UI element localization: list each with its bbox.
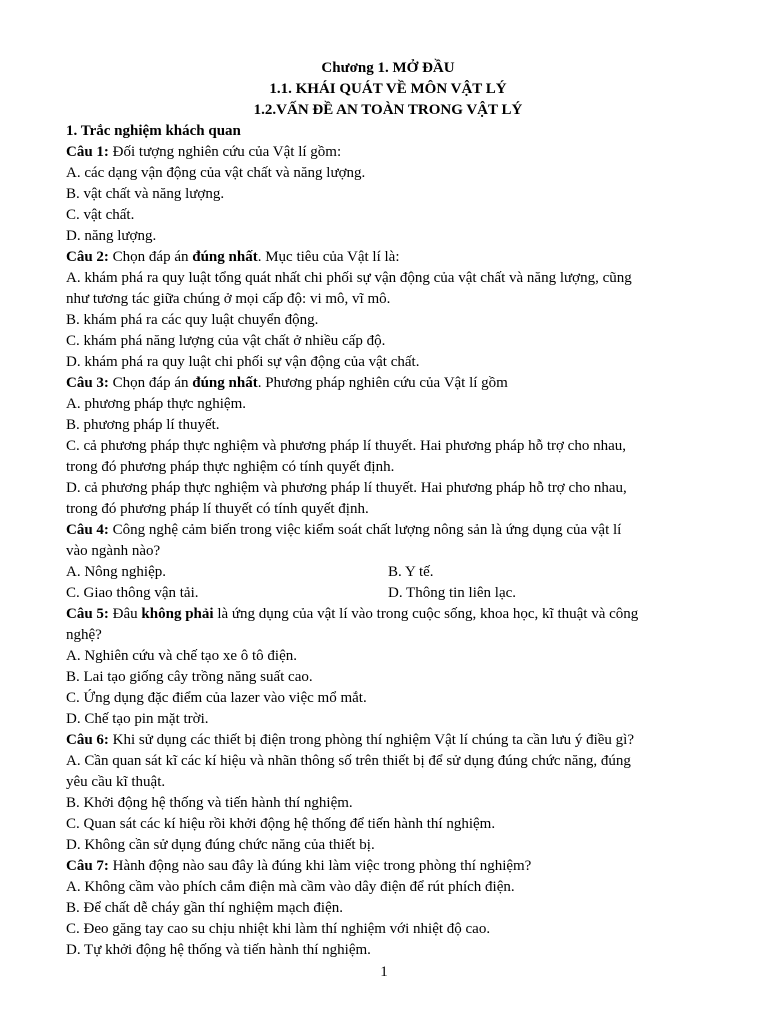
question-text-post: . Phương pháp nghiên cứu của Vật lí gồm — [257, 375, 508, 391]
q6-option-c: C. Quan sát các kí hiệu rồi khởi động hệ thống để tiến hành thí nghiệm. — [66, 816, 496, 832]
q2-option-a-line2: như tương tác giữa chúng ở mọi cấp độ: vi mô, vĩ mô. — [66, 291, 391, 307]
q4-option-a: A. Nông nghiệp. — [66, 564, 166, 580]
q7-option-b: B. Để chất dễ cháy gần thí nghiệm mạch điện. — [66, 900, 343, 916]
q1-option-c: C. vật chất. — [66, 207, 135, 223]
q6-option-b: B. Khởi động hệ thống và tiến hành thí nghiệm. — [66, 795, 353, 811]
question-label: Câu 5: — [66, 606, 109, 622]
q6-option-a-line1: A. Cần quan sát kĩ các kí hiệu và nhãn thông số trên thiết bị để sử dụng đúng chức năng, đúng — [66, 753, 631, 769]
q3-option-b: B. phương pháp lí thuyết. — [66, 417, 220, 433]
q5-option-b: B. Lai tạo giống cây trồng năng suất cao. — [66, 669, 313, 685]
question-5 — [66, 604, 710, 625]
question-2 — [66, 247, 710, 268]
q4-option-c: C. Giao thông vận tải. — [66, 585, 199, 601]
question-label: Câu 2: — [66, 249, 109, 265]
subtitle-2: 1.2.VẤN ĐỀ AN TOÀN TRONG VẬT LÝ — [253, 102, 523, 118]
q5-option-a: A. Nghiên cứu và chế tạo xe ô tô điện. — [66, 648, 297, 664]
subtitle-1: 1.1. KHÁI QUÁT VỀ MÔN VẬT LÝ — [269, 81, 507, 97]
question-text-post: . Mục tiêu của Vật lí là: — [257, 249, 400, 265]
q3-option-c-line1: C. cả phương pháp thực nghiệm và phương pháp lí thuyết. Hai phương pháp hỗ trợ cho nhau, — [66, 438, 626, 454]
question-6 — [66, 730, 710, 751]
q2-option-a-line1: A. khám phá ra quy luật tổng quát nhất chi phối sự vận động của vật chất và năng lượng, cũng — [66, 270, 632, 286]
q5-option-d: D. Chế tạo pin mặt trời. — [66, 711, 209, 727]
q3-option-c-line2: trong đó phương pháp thực nghiệm có tính quyết định. — [66, 459, 395, 475]
question-text: Khi sử dụng các thiết bị điện trong phòng thí nghiệm Vật lí chúng ta cần lưu ý điều gì? — [108, 732, 634, 748]
question-4 — [66, 520, 710, 541]
question-text-pre: Chọn đáp án — [108, 249, 193, 265]
q7-option-c: C. Đeo găng tay cao su chịu nhiệt khi làm thí nghiệm với nhiệt độ cao. — [66, 921, 491, 937]
section-title: 1. Trắc nghiệm khách quan — [66, 123, 241, 139]
q6-option-d: D. Không cần sử dụng đúng chức năng của thiết bị. — [66, 837, 375, 853]
question-label: Câu 1: — [66, 144, 109, 160]
q4-text-line2: vào ngành nào? — [66, 543, 161, 559]
question-text-pre: Chọn đáp án — [108, 375, 193, 391]
q4-option-b: B. Y tế. — [388, 564, 434, 580]
q3-option-d-line2: trong đó phương pháp lí thuyết có tính quyết định. — [66, 501, 369, 517]
q5-option-c: C. Ứng dụng đặc điểm của lazer vào việc mổ mắt. — [66, 690, 367, 706]
document-page — [66, 58, 710, 961]
page-number: 1 — [380, 964, 388, 980]
q7-option-d: D. Tự khởi động hệ thống và tiến hành thí nghiệm. — [66, 942, 371, 958]
q6-option-a-line2: yêu cầu kĩ thuật. — [66, 774, 166, 790]
question-text-bold: đúng nhất — [192, 375, 258, 391]
q2-option-c: C. khám phá năng lượng của vật chất ở nhiều cấp độ. — [66, 333, 386, 349]
question-text-pre: Đâu — [108, 606, 142, 622]
question-1 — [66, 142, 710, 163]
q1-option-d: D. năng lượng. — [66, 228, 157, 244]
question-label: Câu 4: — [66, 522, 109, 538]
question-text: Công nghệ cảm biến trong việc kiểm soát chất lượng nông sản là ứng dụng của vật lí — [108, 522, 622, 538]
q2-option-d: D. khám phá ra quy luật chi phối sự vận động của vật chất. — [66, 354, 420, 370]
q7-option-a: A. Không cầm vào phích cắm điện mà cầm vào dây điện để rút phích điện. — [66, 879, 515, 895]
q4-options-row2 — [66, 583, 710, 604]
question-text-bold: đúng nhất — [192, 249, 258, 265]
q1-option-a: A. các dạng vận động của vật chất và năng lượng. — [66, 165, 366, 181]
question-text-bold: không phải — [141, 606, 214, 622]
question-label: Câu 3: — [66, 375, 109, 391]
question-text: Đối tượng nghiên cứu của Vật lí gồm: — [108, 144, 342, 160]
q1-option-b: B. vật chất và năng lượng. — [66, 186, 225, 202]
q3-option-d-line1: D. cả phương pháp thực nghiệm và phương pháp lí thuyết. Hai phương pháp hỗ trợ cho nhau, — [66, 480, 627, 496]
q2-option-b: B. khám phá ra các quy luật chuyển động. — [66, 312, 319, 328]
question-label: Câu 7: — [66, 858, 109, 874]
question-text: Hành động nào sau đây là đúng khi làm việc trong phòng thí nghiệm? — [108, 858, 532, 874]
question-3 — [66, 373, 710, 394]
chapter-title: Chương 1. MỞ ĐẦU — [321, 60, 455, 76]
q4-options-row1 — [66, 562, 710, 583]
question-text-post: là ứng dụng của vật lí vào trong cuộc sống, khoa học, kĩ thuật và công — [213, 606, 639, 622]
question-label: Câu 6: — [66, 732, 109, 748]
q4-option-d: D. Thông tin liên lạc. — [388, 585, 517, 601]
question-7 — [66, 856, 710, 877]
q3-option-a: A. phương pháp thực nghiệm. — [66, 396, 246, 412]
q5-text-line2: nghệ? — [66, 627, 102, 643]
